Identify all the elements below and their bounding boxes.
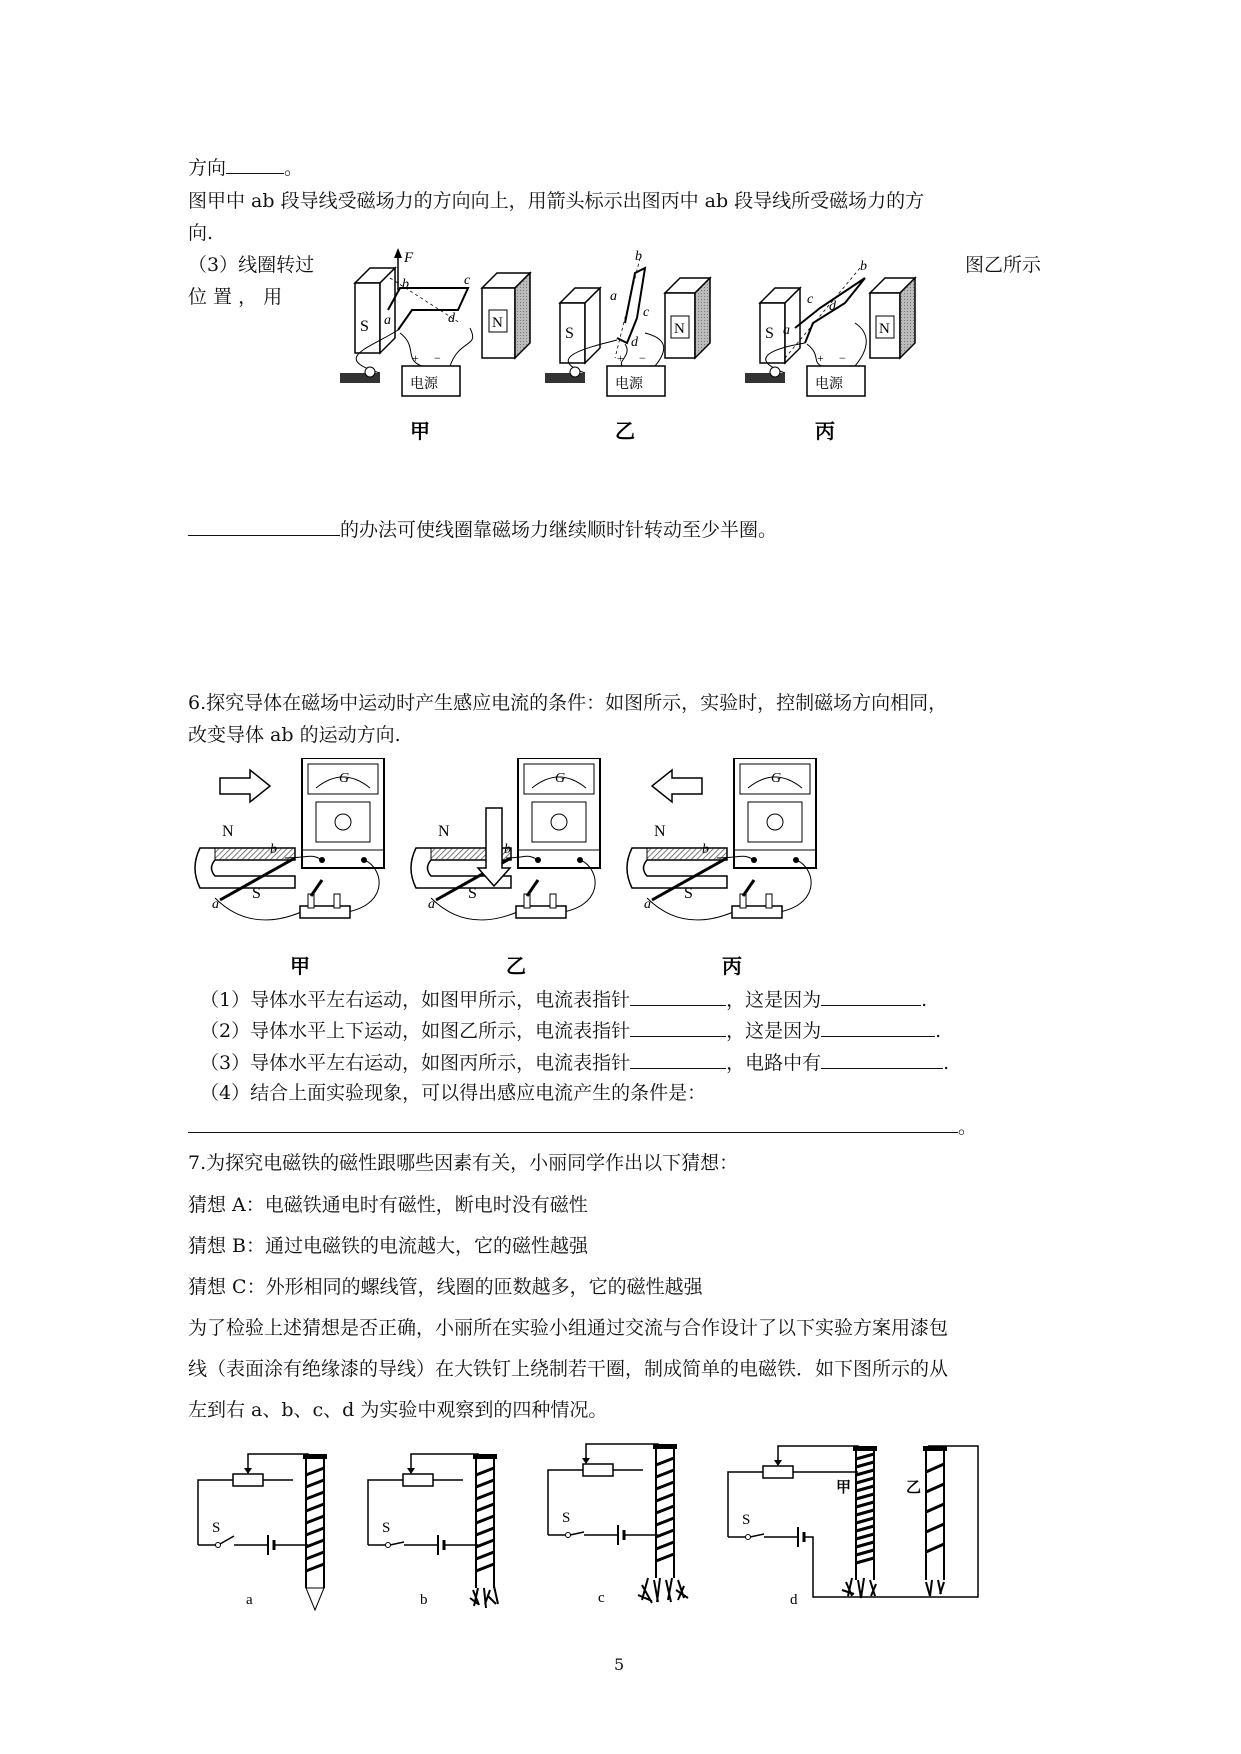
q7-desc-line1: 为了检验上述猜想是否正确，小丽所在实验小组通过交流与合作设计了以下实验方案用漆包 [188, 1317, 949, 1339]
label-c: c [643, 305, 650, 320]
label-a: a [384, 313, 391, 328]
pole-n: N [222, 823, 234, 840]
pole-n: N [438, 823, 450, 840]
switch-label: S [212, 1520, 221, 1536]
q7-desc-line2: 线（表面涂有绝缘漆的导线）在大铁钉上绕制若干圈，制成简单的电磁铁．如下图所示的从 [188, 1358, 949, 1380]
answer-blank[interactable] [821, 985, 921, 1006]
minus-sign: − [839, 351, 846, 365]
caption-jia: 甲 [290, 954, 310, 978]
q6-part1 [200, 985, 927, 1013]
q6-part4-answer [188, 1112, 977, 1140]
answer-blank[interactable] [630, 1048, 726, 1069]
caption-a: a [246, 1592, 253, 1608]
minus-sign: − [434, 351, 441, 365]
q7-guess-a: 猜想 A：电磁铁通电时有磁性，断电时没有磁性 [188, 1194, 588, 1216]
q6-intro-line2: 改变导体 ab 的运动方向. [188, 724, 401, 746]
force-label: F [404, 250, 414, 266]
q6-part3 [200, 1048, 949, 1076]
pole-n: N [674, 321, 685, 337]
q5-line1-text: 方向 [188, 157, 227, 179]
electromagnet-figure [188, 1440, 1008, 1620]
q6-intro-line1: 6.探究导体在磁场中运动时产生感应电流的条件：如图所示，实验时，控制磁场方向相同， [188, 692, 948, 714]
q5-line1-end: 。 [284, 157, 304, 179]
label-b: b [402, 277, 409, 292]
pole-s: S [252, 885, 261, 902]
answer-blank[interactable] [630, 985, 726, 1006]
q5-part3-end-text: 的办法可使线圈靠磁场力继续顺时针转动至少半圈。 [340, 519, 778, 541]
q6-part2-text: （2）导体水平上下运动，如图乙所示，电流表指针 [200, 1020, 631, 1042]
q5-part3-start: （3）线圈转过 [188, 254, 315, 276]
q6-part3-end: . [943, 1052, 950, 1074]
caption-jia: 甲 [410, 419, 430, 443]
power-label: 电源 [815, 377, 843, 392]
q5-line2: 图甲中 ab 段导线受磁场力的方向向上，用箭头标示出图丙中 ab 段导线所受磁场力的方 [188, 190, 925, 212]
left-arrow-icon [652, 770, 702, 802]
answer-blank[interactable] [821, 1016, 935, 1037]
electromagnet-c [548, 1444, 688, 1606]
label-d: d [829, 299, 836, 314]
switch-label: S [562, 1510, 571, 1526]
switch-label: S [382, 1520, 391, 1536]
pole-n: N [492, 315, 503, 331]
q7-guess-c: 猜想 C：外形相同的螺线管，线圈的匝数越多，它的磁性越强 [188, 1276, 703, 1298]
answer-blank[interactable] [188, 515, 340, 536]
label-b: b [270, 842, 277, 857]
pole-s: S [468, 885, 477, 902]
q7-intro: 7.为探究电磁铁的磁性跟哪些因素有关，小丽同学作出以下猜想： [188, 1152, 739, 1174]
caption-c: c [598, 1590, 605, 1606]
electromagnet-b [368, 1454, 498, 1608]
caption-d: d [790, 1592, 798, 1608]
coil-yi-label: 乙 [906, 1480, 922, 1496]
plus-sign: + [617, 351, 624, 365]
label-b: b [860, 259, 867, 274]
induction-diagram-bing [627, 758, 816, 978]
label-d: d [448, 311, 455, 326]
q5-part3-mid: 位 置 ， 用 [188, 286, 283, 308]
pole-s: S [765, 325, 774, 342]
meter-label: G [339, 771, 350, 786]
plus-sign: + [412, 351, 419, 365]
right-arrow-icon [220, 770, 270, 802]
label-a: a [212, 897, 219, 912]
motor-diagram-jia [340, 248, 530, 443]
induction-figure [190, 758, 870, 978]
coil-jia-label: 甲 [836, 1480, 852, 1496]
q5-part3-end [188, 515, 777, 543]
q6-part2-end: . [935, 1020, 942, 1042]
label-d: d [631, 335, 638, 350]
q6-part1-end: . [921, 989, 928, 1011]
electromagnet-d [728, 1446, 978, 1608]
motor-diagram-bing [745, 259, 915, 443]
label-a: a [644, 897, 651, 912]
q7-guess-b: 猜想 B：通过电磁铁的电流越大，它的磁性越强 [188, 1235, 589, 1257]
pole-n: N [654, 823, 666, 840]
q6-part2-text2: ，这是因为 [726, 1020, 822, 1042]
induction-diagram-jia [195, 758, 384, 978]
caption-bing: 丙 [815, 419, 835, 443]
pole-s: S [684, 885, 693, 902]
power-label: 电源 [615, 377, 643, 392]
q6-part1-text: （1）导体水平左右运动，如图甲所示，电流表指针 [200, 989, 631, 1011]
q6-part3-text: （3）导体水平左右运动，如图丙所示，电流表指针 [200, 1052, 631, 1074]
q6-part2 [200, 1016, 941, 1044]
switch-label: S [742, 1512, 751, 1528]
answer-blank[interactable] [226, 153, 284, 174]
label-b: b [504, 842, 511, 857]
electromagnet-a [198, 1454, 327, 1610]
power-label: 电源 [410, 377, 438, 392]
q5-line1 [188, 153, 303, 181]
label-a: a [610, 289, 617, 304]
label-a: a [783, 323, 790, 338]
answer-blank[interactable] [821, 1048, 943, 1069]
caption-yi: 乙 [615, 419, 635, 443]
pole-n: N [879, 321, 890, 337]
q6-part4: （4）结合上面实验现象，可以得出感应电流产生的条件是： [200, 1082, 707, 1104]
plus-sign: + [817, 351, 824, 365]
caption-b: b [420, 1592, 428, 1608]
q5-part3-right: 图乙所示 [965, 254, 1042, 276]
motor-diagram-yi [545, 249, 710, 443]
label-c: c [807, 292, 814, 307]
meter-label: G [771, 771, 782, 786]
q6-part3-text2: ，电路中有 [726, 1052, 822, 1074]
label-c: c [464, 273, 471, 288]
label-b: b [635, 249, 642, 264]
induction-diagram-yi [411, 758, 600, 978]
pole-s: S [360, 318, 369, 335]
page-number: 5 [614, 1655, 625, 1674]
caption-yi: 乙 [506, 954, 526, 978]
q5-line3: 向. [188, 222, 214, 244]
q7-desc-line3: 左到右 a、b、c、d 为实验中观察到的四种情况。 [188, 1399, 608, 1421]
answer-blank[interactable] [188, 1112, 958, 1133]
meter-label: G [555, 771, 566, 786]
caption-bing: 丙 [722, 954, 742, 978]
answer-blank[interactable] [630, 1016, 726, 1037]
label-b: b [702, 842, 709, 857]
label-a: a [428, 897, 435, 912]
motor-figure [340, 248, 960, 488]
q6-part4-end: 。 [958, 1116, 978, 1138]
minus-sign: − [639, 351, 646, 365]
q6-part1-text2: ，这是因为 [726, 989, 822, 1011]
pole-s: S [565, 325, 574, 342]
